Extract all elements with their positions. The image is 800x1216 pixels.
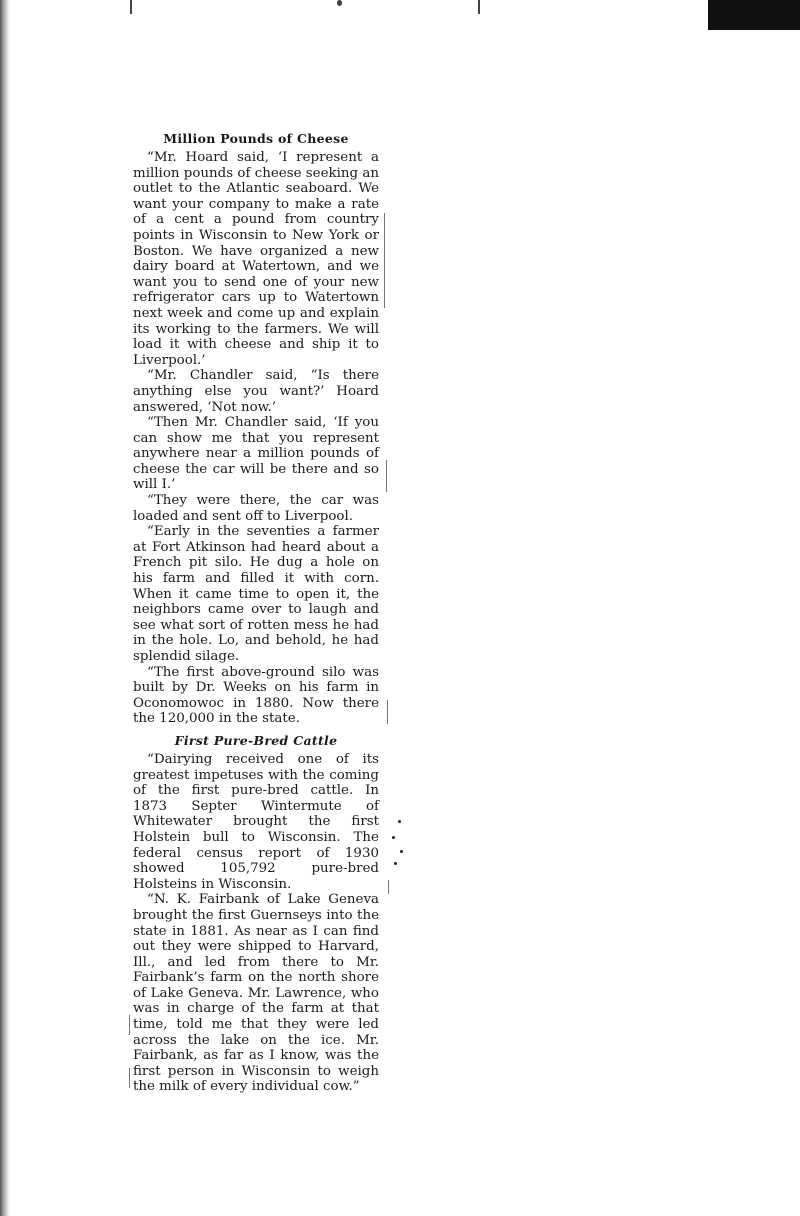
scan-speck [398, 820, 401, 823]
column-rule [129, 1015, 130, 1035]
section-heading: First Pure-Bred Cattle [174, 732, 338, 748]
paragraph: “The first above-ground silo was built by Dr. Weeks on his farm in Oconomowoc in 1880. Now there the 120,000 in the state. [133, 664, 379, 727]
section-heading: Million Pounds of Cheese [163, 131, 349, 146]
paragraph: “N. K. Fairbank of Lake Geneva brought the first Guernseys into the state in 1881. As near as I can find out they were shipped to Harvard, Ill., and led from there to Mr. Fairbank’s farm on the north shore of Lake Geneva. Mr. Lawrence, who was in charge of the farm at that time, told me that they were led across the lake on the ice. Mr. Fairbank, as far as I know, was the first person in Wisconsin to weigh the milk of every individual cow.” [133, 892, 379, 1095]
scan-speck [400, 850, 403, 853]
paragraph: “Dairying received one of its greatest impetuses with the coming of the first pure-bred cattle. In 1873 Septer Wintermute of Whitewater brought the first Holstein bull to Wisconsin. The federal census report of 1930 showed 105,792 pure-bred Holsteins in Wisconsin. [133, 751, 379, 892]
column-rule [129, 1068, 130, 1088]
scan-top-right-corner [708, 0, 800, 30]
paragraph: “Then Mr. Chandler said, ‘If you can show me that you represent anywhere near a million pounds of cheese the car will be there and so will I.’ [133, 415, 379, 493]
column-rule [386, 460, 387, 492]
section-first-pure-bred-cattle [133, 733, 379, 1095]
column-rule [384, 213, 385, 308]
scan-speck [394, 862, 397, 865]
column-rule [388, 880, 389, 894]
column-rule [387, 700, 388, 724]
scan-top-mark [337, 0, 342, 6]
paragraph: “Early in the seventies a farmer at Fort Atkinson had heard about a French pit silo. He dug a hole on his farm and filled it with corn. When it came time to open it, the neighbors came over to laugh and see what sort of rotten mess he had in the hole. Lo, and behold, he had splendid silage. [133, 524, 379, 664]
paragraph: “Mr. Hoard said, ‘I represent a million pounds of cheese seeking an outlet to the Atlantic seaboard. We want your company to make a rate of a cent a pound from country points in Wisconsin to New York or Boston. We have organized a new dairy board at Watertown, and we want you to send one of your new refrigerator cars up to Watertown next week and come up and explain its working to the farmers. We will load it with cheese and ship it to Liverpool.’ [133, 150, 379, 368]
paragraph: “They were there, the car was loaded and sent off to Liverpool. [133, 493, 379, 524]
scan-speck [392, 836, 395, 839]
article [133, 131, 379, 1095]
section-million-pounds-of-cheese [133, 131, 379, 727]
scan-left-edge [0, 0, 10, 1216]
scan-top-mark [478, 0, 480, 14]
scan-top-mark [130, 0, 132, 14]
paragraph: “Mr. Chandler said, “Is there anything else you want?’ Hoard answered, ‘Not now.’ [133, 368, 379, 415]
